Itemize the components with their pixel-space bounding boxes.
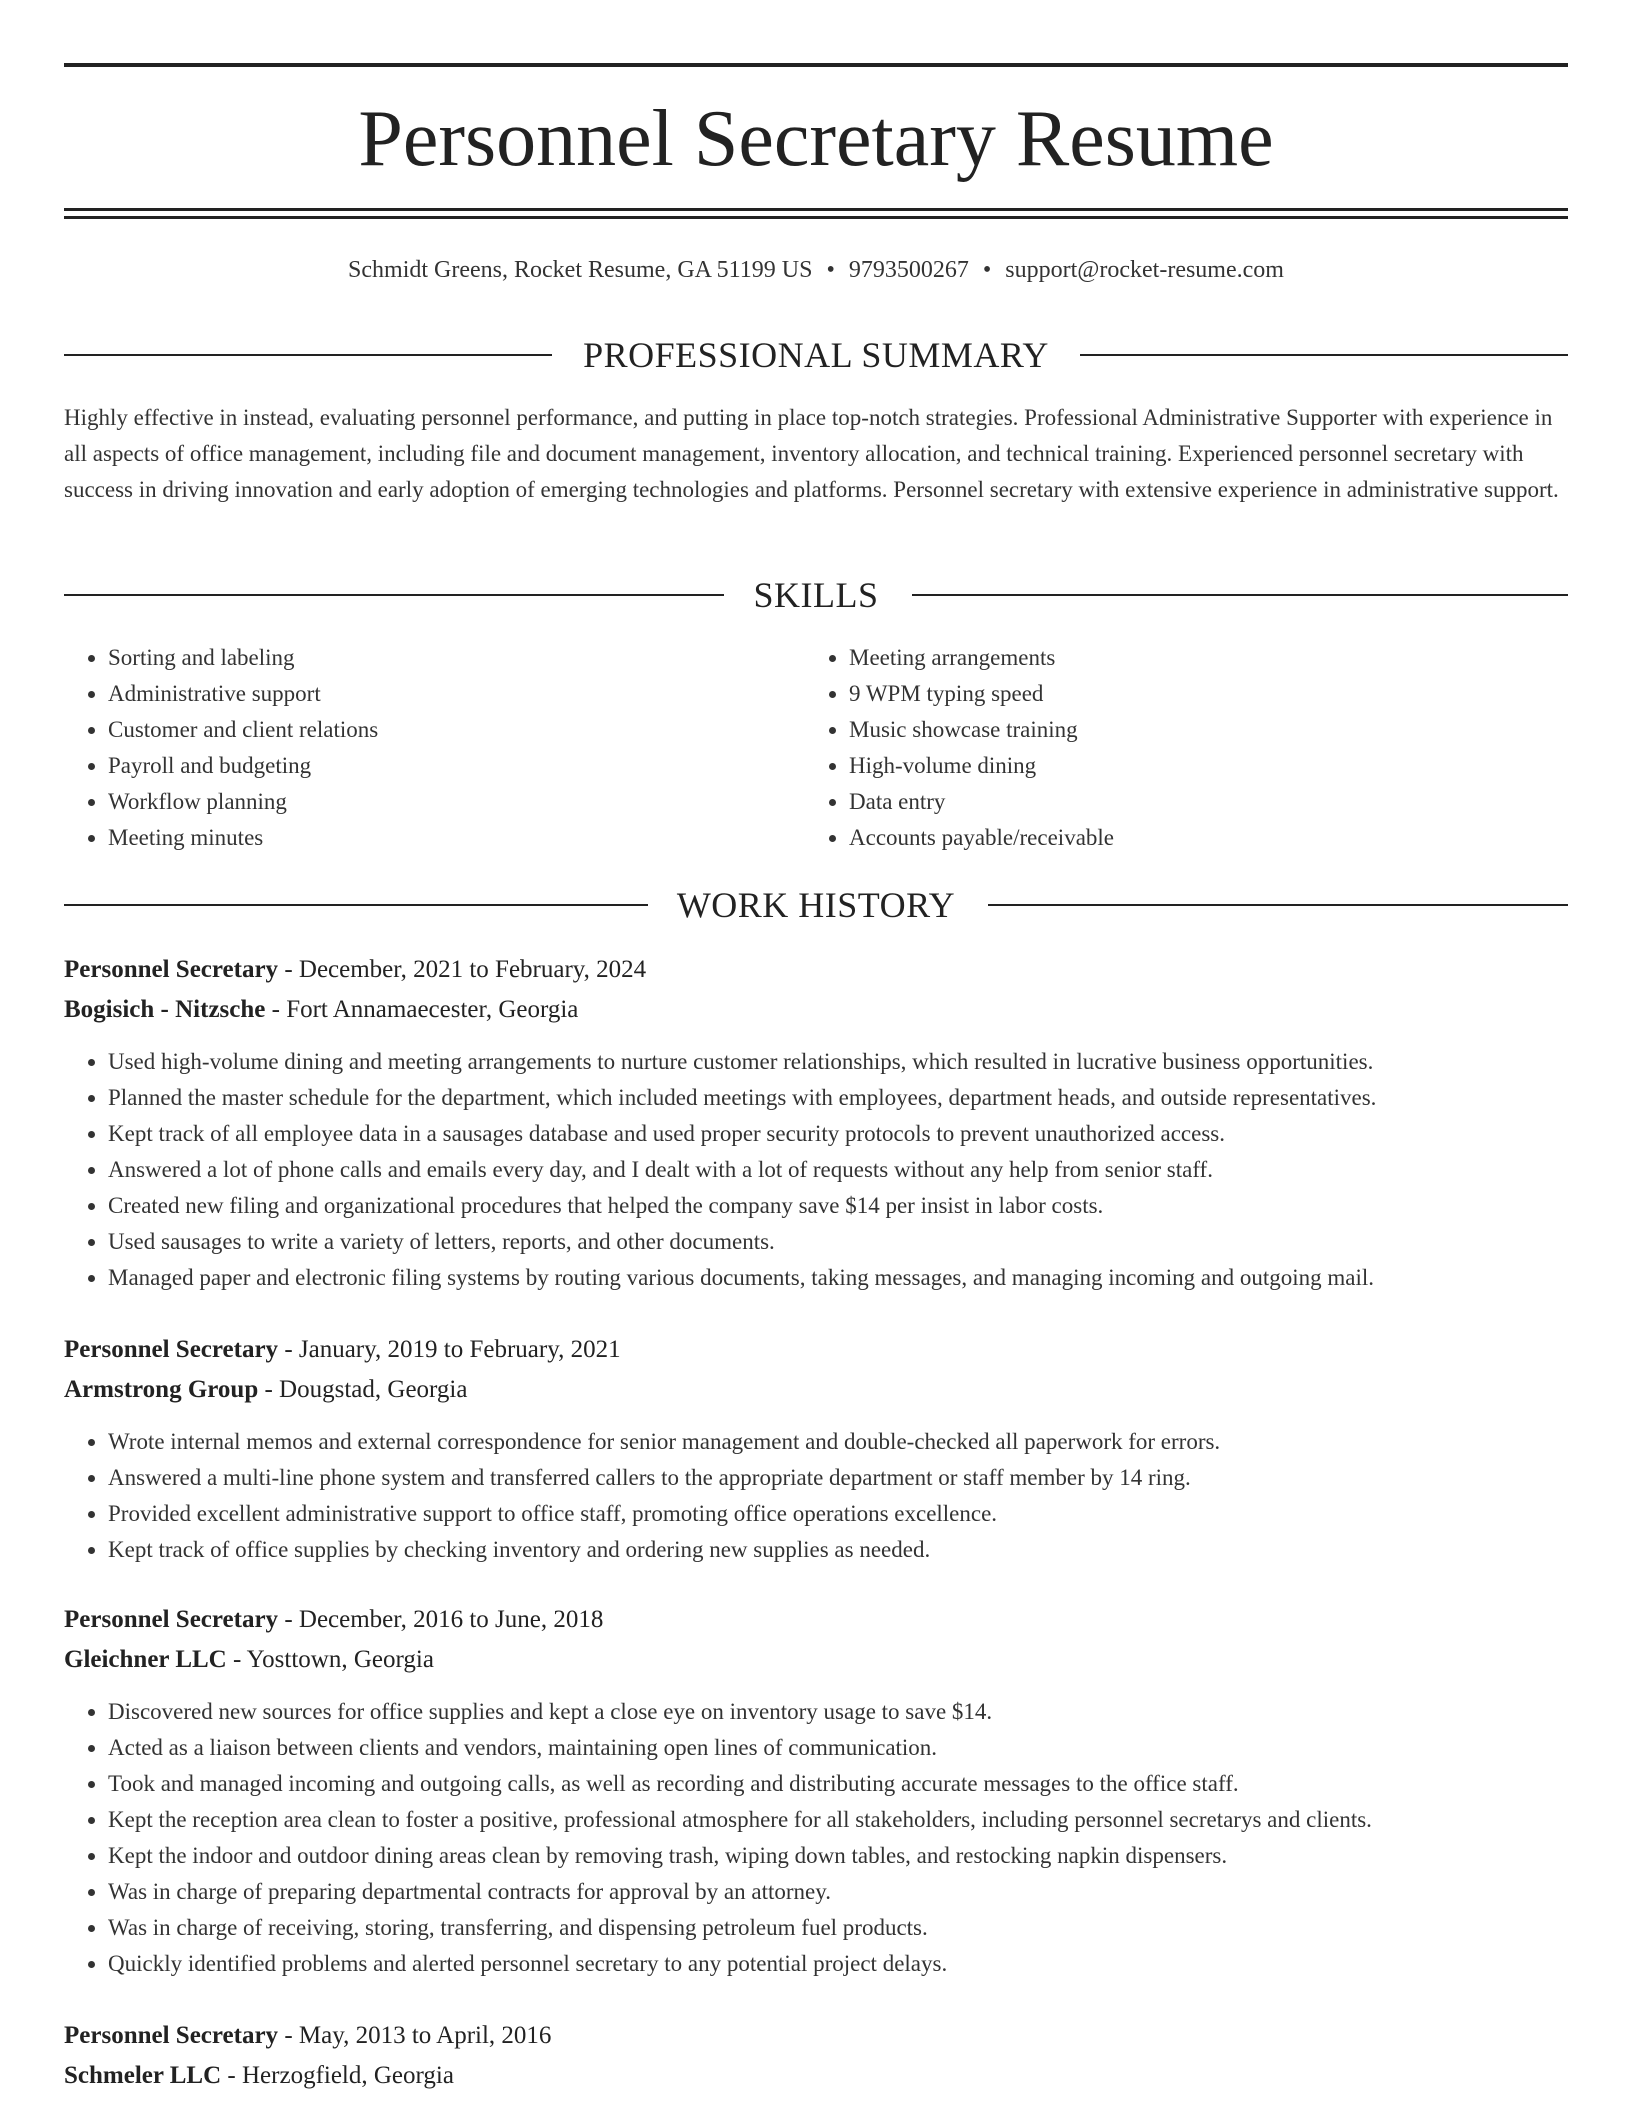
job-dates: - December, 2021 to February, 2024 (278, 956, 647, 983)
summary-text: Highly effective in instead, evaluating personnel performance, and putting in place top-notch strategies. Professional Administrative Supporter with experience in all aspects of office management, including file and document management, inventory allocation, and technical training. Experienced personnel secretary with success in driving innovation and early adoption of emerging technologies and platforms. Personnel secretary with extensive experience in administrative support. (64, 405, 1559, 502)
summary-heading (64, 332, 1568, 378)
job-company-line (64, 1370, 1568, 1410)
skill-item: • High-volume dining (849, 748, 1114, 784)
job-bullet: • Discovered new sources for office supplies and kept a close eye on inventory usage to save $14. (108, 1694, 1612, 1730)
job-title-line (64, 950, 1568, 990)
job-company: Schmeler LLC (64, 2062, 222, 2089)
job-title: Personnel Secretary (64, 1336, 279, 1363)
job-bullet: • Was in charge of preparing departmental contracts for approval by an attorney. (108, 1874, 1612, 1910)
skill-item: • Customer and client relations (108, 712, 378, 748)
job-company: Bogisich - Nitzsche (64, 996, 266, 1023)
job-bullet: • Managed paper and electronic filing systems by routing various documents, taking messages, and managing incoming and outgoing mail. (108, 1260, 1612, 1296)
job-bullet: • Quickly identified problems and alerted personnel secretary to any potential project delays. (108, 1946, 1612, 1982)
job-location: - Yosttown, Georgia (226, 1646, 434, 1673)
job-company: Armstrong Group (64, 1376, 259, 1403)
skill-item: • Workflow planning (108, 784, 378, 820)
skill-item: • Accounts payable/receivable (849, 820, 1114, 856)
skill-item: • Data entry (849, 784, 1114, 820)
job-bullet: • Used sausages to write a variety of letters, reports, and other documents. (108, 1224, 1612, 1260)
job-company-line (64, 2056, 1568, 2096)
job-bullet: • Kept the indoor and outdoor dining areas clean by removing trash, wiping down tables, and restocking napkin dispensers. (108, 1838, 1612, 1874)
contact-line (64, 252, 1568, 288)
job-bullets (64, 1044, 1612, 1296)
job-bullet: • Acted as a liaison between clients and vendors, maintaining open lines of communication. (108, 1730, 1612, 1766)
contact-address: Schmidt Greens, Rocket Resume, GA 51199 US (348, 257, 813, 283)
skill-item: • 9 WPM typing speed (849, 676, 1114, 712)
job-bullet: • Wrote internal memos and external correspondence for senior management and double-checked all paperwork for errors. (108, 1424, 1612, 1460)
job-title: Personnel Secretary (64, 956, 279, 983)
job-bullet: • Kept track of all employee data in a sausages database and used proper security protocols to prevent unauthorized access. (108, 1116, 1612, 1152)
job-bullet: • Answered a lot of phone calls and emails every day, and I dealt with a lot of requests without any help from senior staff. (108, 1152, 1612, 1188)
work-history-heading (64, 882, 1568, 928)
page-title: Personnel Secretary Resume (358, 95, 1274, 183)
skill-item: • Meeting arrangements (849, 640, 1114, 676)
job-bullet: • Used high-volume dining and meeting arrangements to nurture customer relationships, which resulted in lucrative business opportunities. (108, 1044, 1612, 1080)
top-rule (64, 63, 1568, 67)
job-bullet: • Kept the reception area clean to foster a positive, professional atmosphere for all stakeholders, including personnel secretarys and clients. (108, 1802, 1612, 1838)
contact-separator: • (826, 257, 835, 283)
job-location: - Fort Annamaecester, Georgia (265, 996, 579, 1023)
title-rule-upper (64, 208, 1568, 211)
job-bullet: • Answered a multi-line phone system and transferred callers to the appropriate department or staff member by 14 ring. (108, 1460, 1612, 1496)
job-bullet: • Kept track of office supplies by checking inventory and ordering new supplies as needed. (108, 1532, 1612, 1568)
job-company: Gleichner LLC (64, 1646, 227, 1673)
job-title-line (64, 1330, 1568, 1370)
job-title-line (64, 2016, 1568, 2056)
skill-item: • Administrative support (108, 676, 378, 712)
job-dates: - December, 2016 to June, 2018 (278, 1606, 604, 1633)
job-dates: - May, 2013 to April, 2016 (278, 2022, 552, 2049)
job-title: Personnel Secretary (64, 2022, 279, 2049)
job-location: - Dougstad, Georgia (258, 1376, 468, 1403)
contact-separator: • (982, 257, 992, 283)
job-bullet: • Provided excellent administrative support to office staff, promoting office operations excellence. (108, 1496, 1612, 1532)
contact-phone: 9793500267 (848, 257, 969, 283)
title-rule-lower (64, 216, 1568, 219)
skills-column-right (805, 640, 1114, 856)
job-bullet: • Created new filing and organizational procedures that helped the company save $14 per insist in labor costs. (108, 1188, 1612, 1224)
skills-heading (64, 572, 1568, 618)
skills-heading-label: SKILLS (753, 575, 879, 615)
skill-item: • Payroll and budgeting (108, 748, 378, 784)
job-company-line (64, 990, 1568, 1030)
job-bullet: • Was in charge of receiving, storing, transferring, and dispensing petroleum fuel products. (108, 1910, 1612, 1946)
contact-email: support@rocket-resume.com (1005, 257, 1284, 283)
skill-item: • Music showcase training (849, 712, 1114, 748)
job-title: Personnel Secretary (64, 1606, 279, 1633)
skills-column-left (64, 640, 378, 856)
job-bullets (64, 1424, 1612, 1568)
job-title-line (64, 1600, 1568, 1640)
job-bullet: • Took and managed incoming and outgoing calls, as well as recording and distributing accurate messages to the office staff. (108, 1766, 1612, 1802)
skill-item: • Meeting minutes (108, 820, 378, 856)
job-bullet: • Planned the master schedule for the department, which included meetings with employees, department heads, and outside representatives. (108, 1080, 1612, 1116)
job-dates: - January, 2019 to February, 2021 (278, 1336, 621, 1363)
work-history-heading-label: WORK HISTORY (676, 885, 956, 925)
skill-item: • Sorting and labeling (108, 640, 378, 676)
job-company-line (64, 1640, 1568, 1680)
job-location: - Herzogfield, Georgia (221, 2062, 454, 2089)
job-bullets (64, 1694, 1612, 1982)
summary-heading-label: PROFESSIONAL SUMMARY (583, 335, 1049, 375)
